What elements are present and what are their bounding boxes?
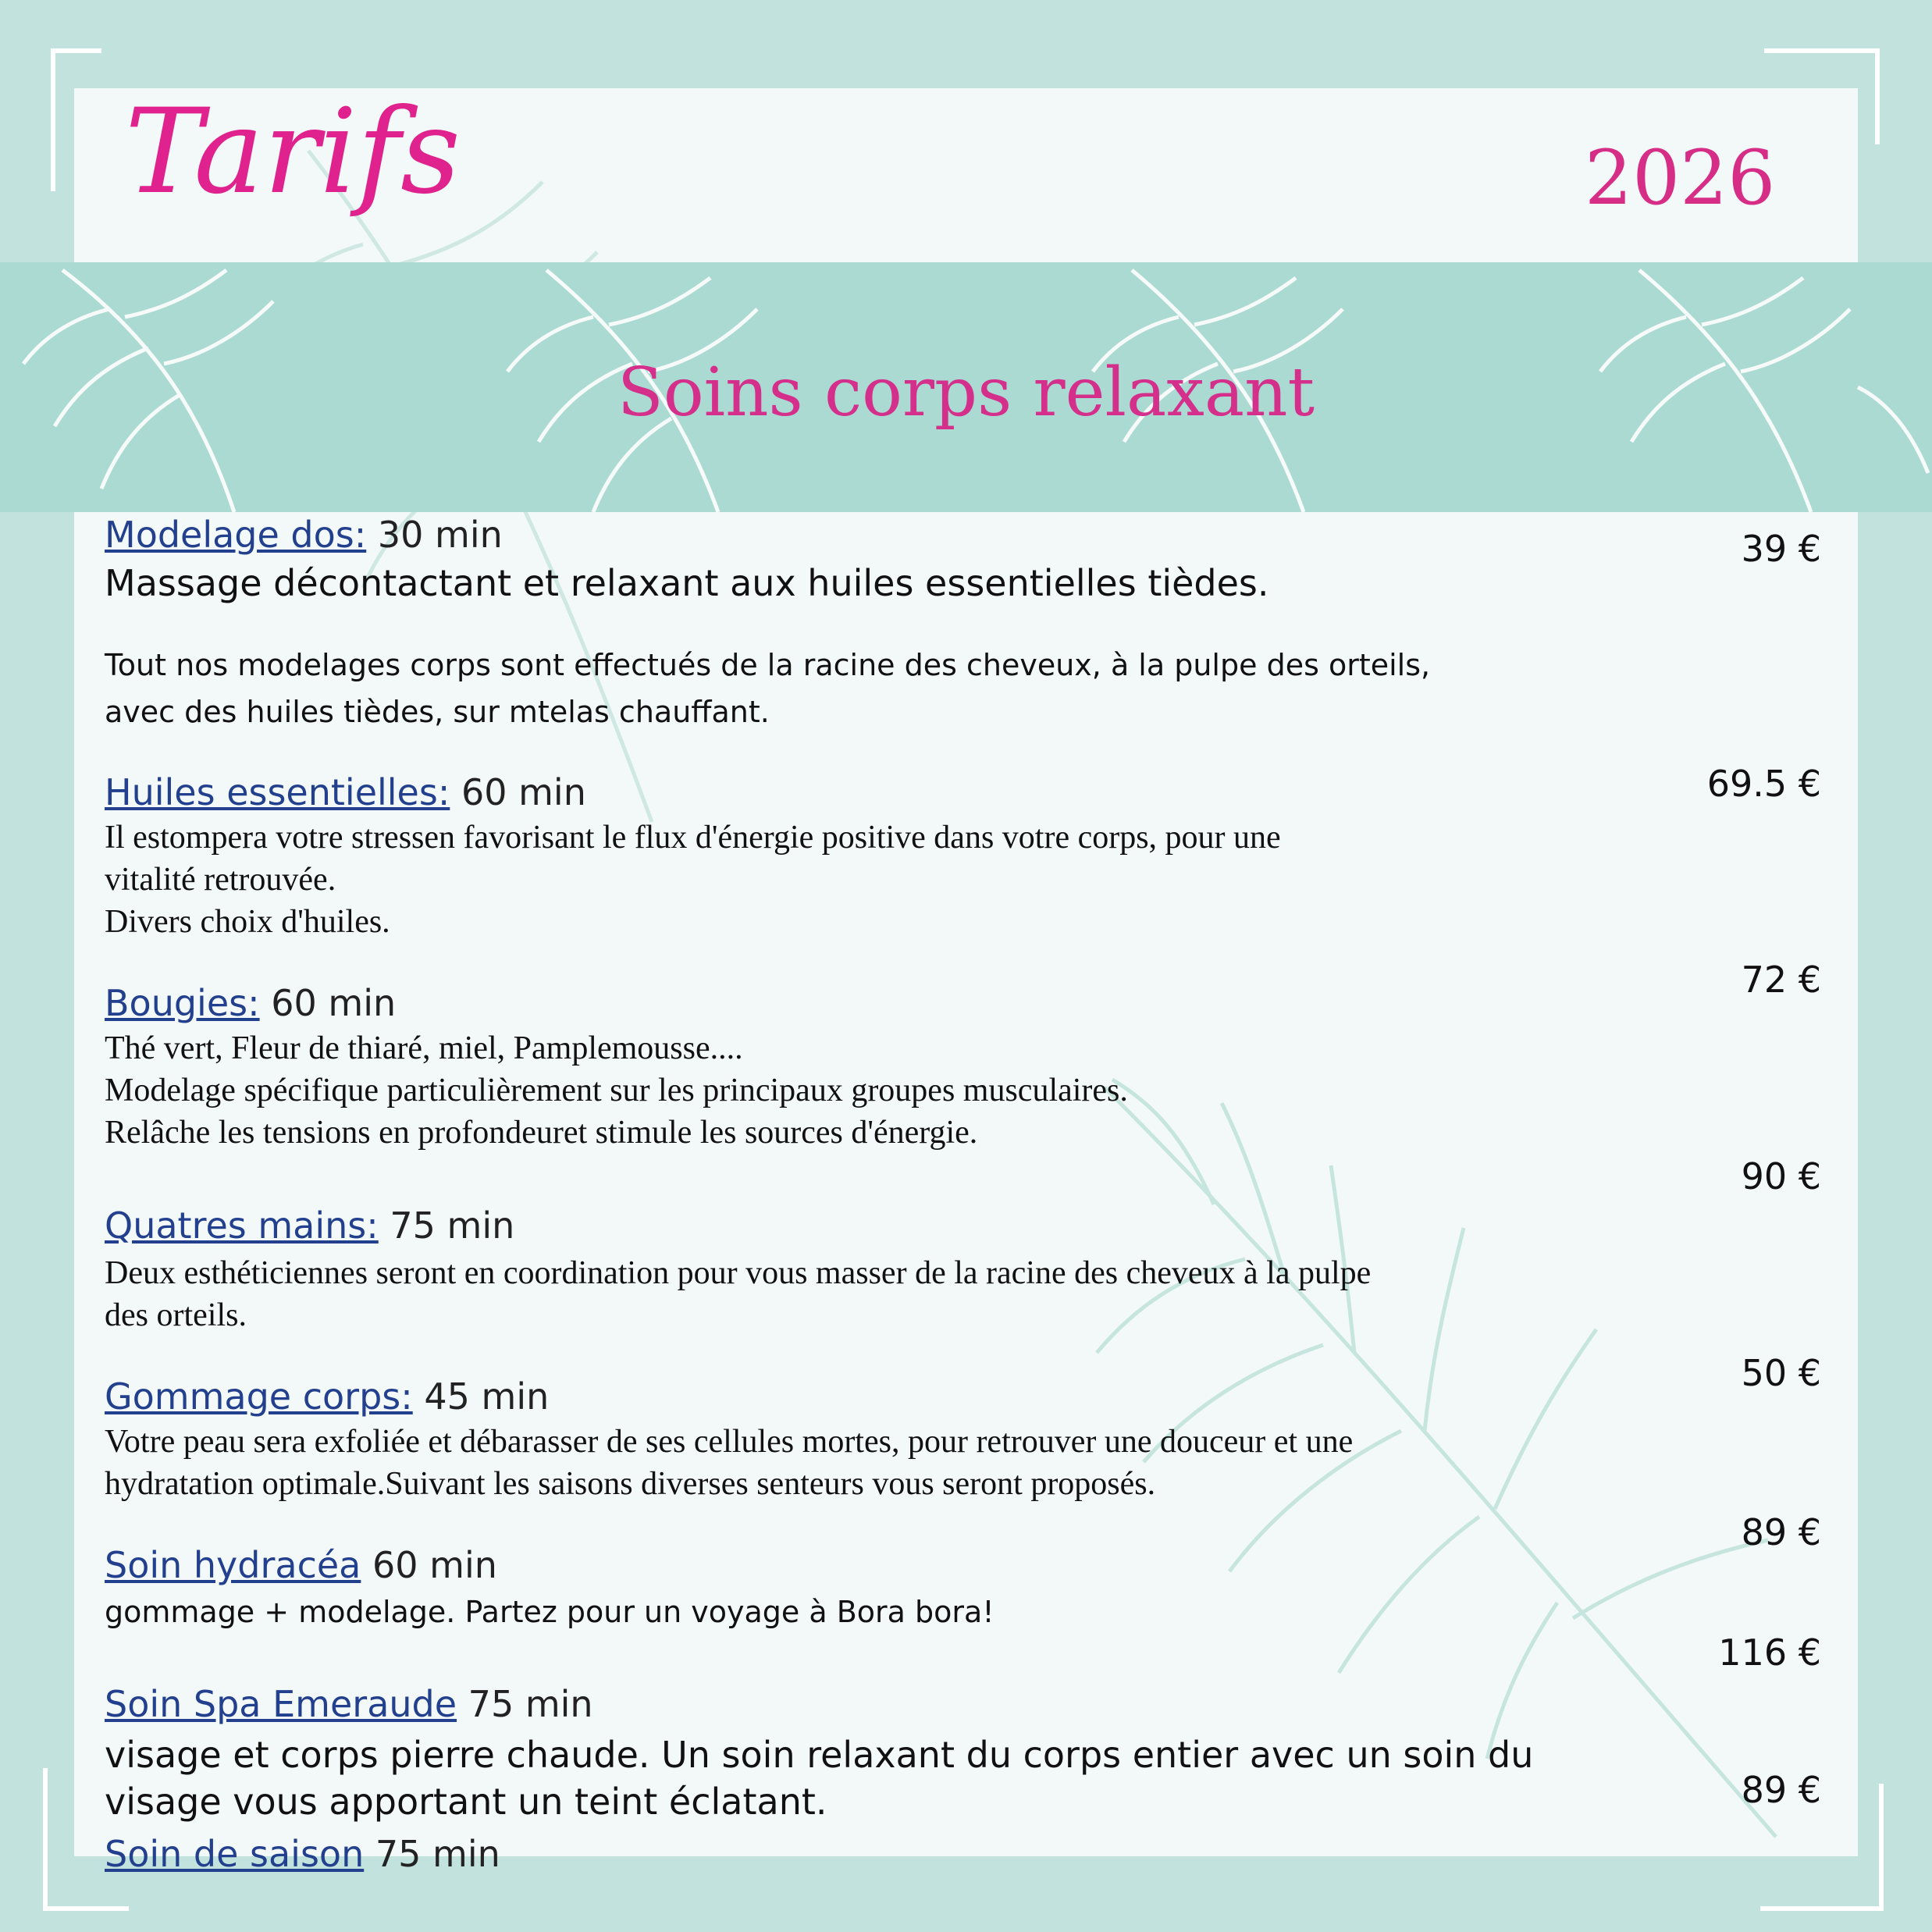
service-duration: 75 min xyxy=(375,1833,500,1875)
service-description-line: Votre peau sera exfoliée et débarasser de ses cellules mortes, pour retrouver une douceur et une xyxy=(105,1424,1354,1460)
service-price: 89 € xyxy=(1741,1769,1821,1811)
service-description-line: visage et corps pierre chaude. Un soin relaxant du corps entier avec un soin du xyxy=(105,1734,1534,1776)
service-description-line: Modelage spécifique particulièrement sur les principaux groupes musculaires. xyxy=(105,1073,1128,1108)
service-price: 39 € xyxy=(1741,528,1821,570)
service-price: 90 € xyxy=(1741,1155,1821,1197)
service-price: 116 € xyxy=(1718,1631,1821,1674)
section-title: Soins corps relaxant xyxy=(617,354,1315,432)
service-heading-soin-hydracea xyxy=(105,1546,497,1585)
service-name[interactable]: Bougies: xyxy=(105,982,260,1024)
page-title: Tarifs xyxy=(125,84,461,220)
year-label: 2026 xyxy=(1585,134,1776,222)
service-heading-bougies xyxy=(105,984,396,1023)
service-price: 50 € xyxy=(1741,1352,1821,1394)
service-duration: 60 min xyxy=(461,771,586,813)
service-description-line: Massage décontactant et relaxant aux huiles essentielles tièdes. xyxy=(105,562,1269,604)
service-description-line: Deux esthéticiennes seront en coordination pour vous masser de la racine des cheveux à la pulpe xyxy=(105,1255,1372,1291)
service-name[interactable]: Soin Spa Emeraude xyxy=(105,1683,457,1725)
service-name[interactable]: Quatres mains: xyxy=(105,1204,379,1247)
note-line: avec des huiles tièdes, sur mtelas chauffant. xyxy=(105,695,770,729)
service-heading-quatres-mains xyxy=(105,1206,514,1246)
service-price: 69.5 € xyxy=(1706,763,1821,805)
service-name[interactable]: Modelage dos: xyxy=(105,514,367,556)
service-description-line: visage vous apportant un teint éclatant. xyxy=(105,1781,827,1823)
service-name[interactable]: Soin de saison xyxy=(105,1833,365,1875)
service-price: 72 € xyxy=(1741,959,1821,1001)
service-heading-gommage-corps xyxy=(105,1377,549,1417)
service-description-line: Il estompera votre stressen favorisant le flux d'énergie positive dans votre corps, pour une xyxy=(105,820,1281,856)
service-description-line: vitalité retrouvée. xyxy=(105,862,336,898)
service-heading-soin-de-saison xyxy=(105,1834,500,1874)
corner-bracket-top-left xyxy=(47,47,109,195)
corner-bracket-top-right xyxy=(1760,47,1885,148)
service-duration: 75 min xyxy=(390,1204,515,1247)
service-description-line: gommage + modelage. Partez pour un voyage à Bora bora! xyxy=(105,1595,994,1629)
service-heading-modelage-dos xyxy=(105,515,503,555)
service-description-line: Thé vert, Fleur de thiaré, miel, Pamplemousse.... xyxy=(105,1030,743,1066)
service-name[interactable]: Gommage corps: xyxy=(105,1375,413,1418)
service-name[interactable]: Soin hydracéa xyxy=(105,1544,361,1586)
service-description-line: hydratation optimale.Suivant les saisons diverses senteurs vous seront proposés. xyxy=(105,1466,1156,1502)
service-duration: 45 min xyxy=(424,1375,550,1418)
service-heading-soin-spa-emeraude xyxy=(105,1685,593,1724)
service-name[interactable]: Huiles essentielles: xyxy=(105,771,450,813)
service-price: 89 € xyxy=(1741,1511,1821,1553)
note-line: Tout nos modelages corps sont effectués de la racine des cheveux, à la pulpe des orteils, xyxy=(105,648,1431,682)
service-duration: 60 min xyxy=(271,982,397,1024)
service-description-line: Divers choix d'huiles. xyxy=(105,904,390,940)
service-duration: 30 min xyxy=(377,514,503,556)
service-duration: 60 min xyxy=(372,1544,497,1586)
service-heading-huiles-essentielles xyxy=(105,773,586,813)
service-description-line: des orteils. xyxy=(105,1297,247,1333)
service-description-line: Relâche les tensions en profondeuret stimule les sources d'énergie. xyxy=(105,1115,978,1151)
service-duration: 75 min xyxy=(468,1683,593,1725)
